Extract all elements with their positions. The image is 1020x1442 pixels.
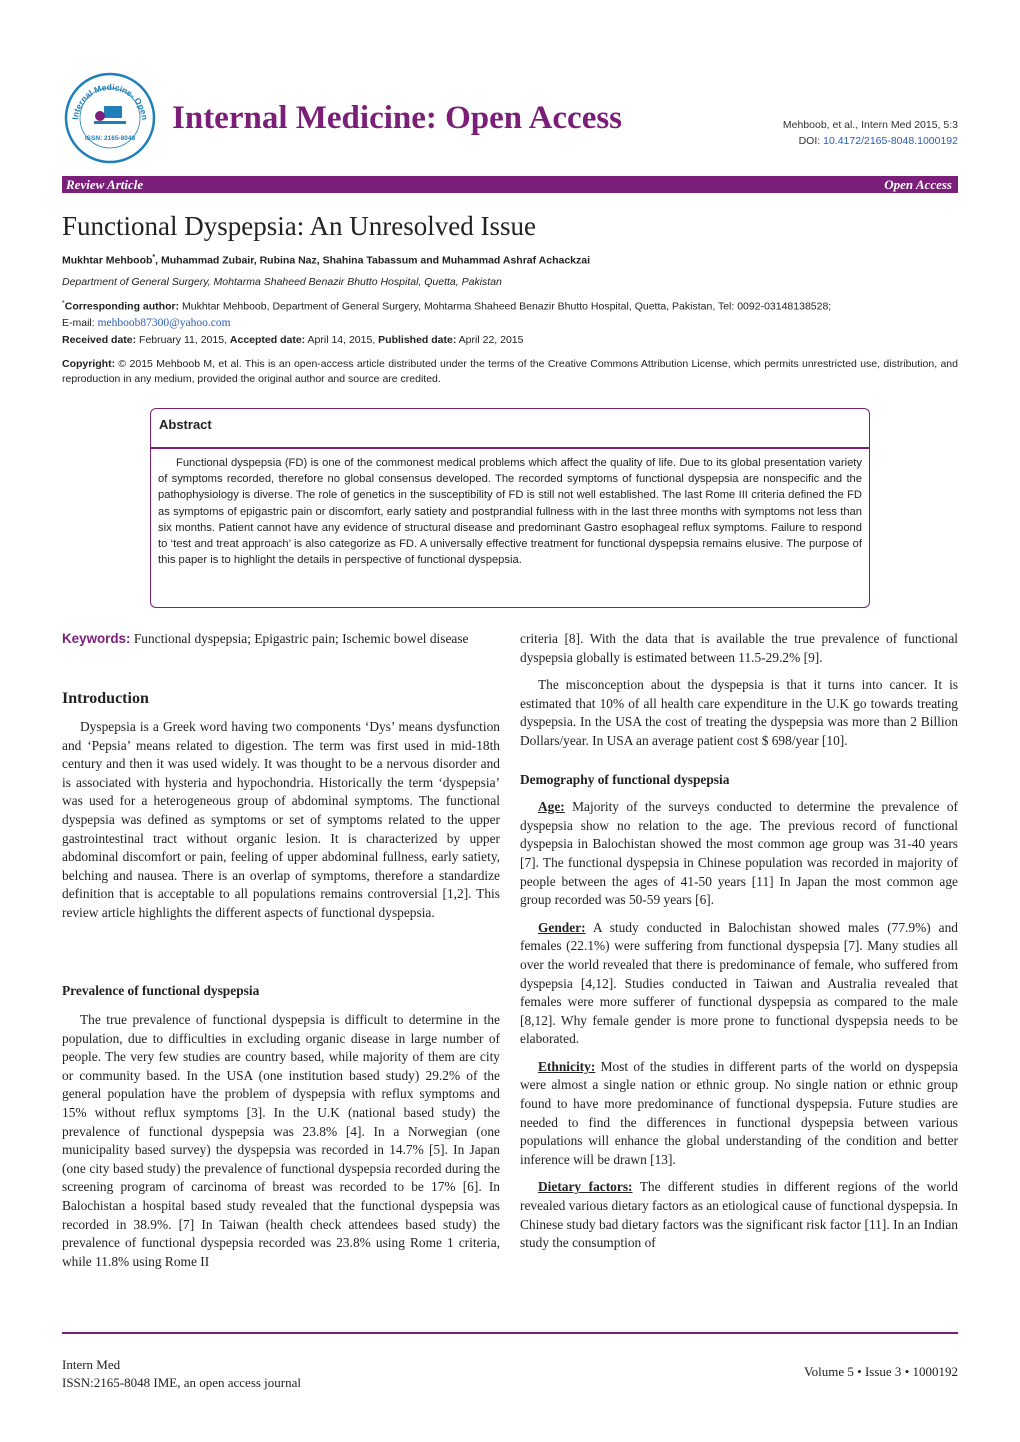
author-star: *	[152, 254, 156, 261]
footer-volume	[804, 1364, 958, 1380]
age-label: Age:	[538, 799, 565, 815]
corr-star: *	[62, 300, 65, 307]
keywords-text: Functional dyspepsia; Epigastric pain; Ischemic bowel disease	[130, 631, 469, 646]
footer-journal	[62, 1356, 301, 1392]
footer-divider	[62, 1332, 958, 1334]
dietary-paragraph	[520, 1178, 958, 1252]
copyright	[62, 357, 958, 387]
keywords	[62, 630, 500, 649]
author-first: Mukhtar Mehboob	[62, 254, 153, 267]
dietary-label: Dietary factors:	[538, 1179, 633, 1195]
footer-volume-number: Volume 5	[803, 1364, 854, 1379]
copyright-label: Copyright:	[62, 358, 116, 370]
doi	[783, 133, 958, 149]
corr-text: Mukhtar Mehboob, Department of General Surgery, Mohtarma Shaheed Benazir Bhutto Hospital, Quetta, Pakistan, Tel: 0092-03148138528;	[179, 300, 832, 313]
authors	[62, 254, 590, 267]
citation: Mehboob, et al., Intern Med 2015, 5:3	[782, 119, 958, 131]
gender-paragraph	[520, 919, 958, 1049]
footer-bullet-2: •	[904, 1364, 910, 1379]
received-label: Received date:	[62, 334, 137, 346]
received-date: February 11, 2015,	[136, 334, 230, 346]
misconception-paragraph: The misconception about the dyspepsia is that it turns into cancer. It is estimated that 10% of all health care expenditure in the U.K go towards treating dyspepsia. In the USA the cost of treating the dyspepsia was more than 2 Billion Dollars/year. In USA an average patient cost $ 698/year [10].	[520, 677, 958, 748]
citation-block	[783, 117, 958, 149]
footer-article-number: 1000192	[912, 1364, 958, 1379]
abstract-box	[150, 408, 870, 608]
published-date: April 22, 2015	[456, 334, 524, 346]
dates	[62, 334, 523, 346]
footer-bullet-1: •	[857, 1364, 862, 1379]
doi-link[interactable]: 10.4172/2165-8048.1000192	[823, 135, 958, 147]
prevalence-paragraph: The true prevalence of functional dyspepsia is difficult to determine in the population, due to difficulties in excluding organic disease in large number of people. The very few studies are country based, while majority of them are city or community based. In the USA (one institution based study) 29.2% of the general population have the problem of dyspepsia with reflux symptoms and 15% without reflux symptoms [3]. In the U.K (national based study) the prevalence of functional dyspepsia was 23.8% [4]. In a Norwegian (one municipality based survey) the dyspepsia was recorded in 14.7% [5]. In Japan (one city based study) the prevalence of functional dyspepsia recorded during the screening program of carcinoma of breast was recorded to be 17% [6]. In Balochistan a hospital based study revealed that the functional dyspepsia was recorded in 38.9%. [7] In Taiwan (health check attendees based study) the prevalence of functional dyspepsia recorded was 23.8% using Rome 1 criteria, while 11.8% using Rome II	[62, 1012, 500, 1269]
ethnicity-label: Ethnicity:	[538, 1058, 596, 1074]
gender-text: A study conducted in Balochistan showed males (77.9%) and females (22.1%) were suffering from functional dyspepsia [7]. Many studies all over the world revealed that there is predominance of female, who suffered from dyspepsia [4,12]. Studies conducted in Taiwan and Australia revealed that females were more sufferer of functional dyspepsia as compared to the male [8,12]. Why female gender is more prone to functional dyspepsia needs to be elaborated.	[520, 919, 958, 1047]
doi-label: DOI:	[798, 135, 821, 147]
right-column	[520, 630, 958, 1253]
ethnicity-paragraph	[520, 1058, 958, 1170]
logo-issn: ISSN: 2165-8048	[84, 135, 136, 142]
corr-label: Corresponding author:	[64, 300, 180, 313]
logo-arc-text: Internal Medicine- Open	[70, 81, 150, 121]
article-type: Review Article	[66, 177, 144, 192]
accepted-label: Accepted date:	[229, 334, 306, 346]
open-access-label: Open Access	[884, 177, 952, 192]
prevalence-heading: Prevalence of functional dyspepsia	[62, 983, 260, 998]
paper-title: Functional Dyspepsia: An Unresolved Issue	[62, 211, 536, 241]
abstract-heading: Abstract	[159, 417, 212, 432]
introduction-paragraph: Dyspepsia is a Greek word having two components ‘Dys’ means dysfunction and ‘Pepsia’ means related to digestion. The term was first used in mid-18th century and then it was used widely. It was thought to be a nervous disorder and is associated with hysteria and hypochondria. Historically the term ‘dyspepsia’ was used for a heterogeneous group of abdominal symptoms. The functional dyspepsia was defined as symptoms or set of symptoms related to the upper gastrointestinal tract without organic lesion. It is characterized by upper abdominal discomfort or pain, feeling of upper abdominal fullness, early satiety, belching and nausea. There is an overlap of symptoms, therefore a standardize definition that is acceptable to all populations remains controversial [1,2]. This review article highlights the different aspects of functional dyspepsia.	[62, 719, 500, 920]
dietary-text: The different studies in different regions of the world revealed various dietary factors as an etiological cause of functional dyspepsia. In Chinese study bad dietary factors was the significant risk factor [11]. In an Indian study the consumption of	[520, 1179, 959, 1251]
copyright-text: © 2015 Mehboob M, et al. This is an open-access article distributed under the terms of the Creative Commons Attribution License, which permits unrestricted use, distribution, and reproduction in any medium, provided the original author and source are credited.	[62, 358, 958, 385]
accepted-date: April 14, 2015,	[305, 334, 379, 346]
department: Department of General Surgery, Mohtarma Shaheed Benazir Bhutto Hospital, Quetta, Pakistan	[62, 276, 502, 288]
abstract-text: Functional dyspepsia (FD) is one of the commonest medical problems which affect the quality of life. Due to its global presentation variety of symptoms recorded, therefore no global consensus developed. The recorded symptoms of functional dyspepsia are nonspecific and the pathophysiology is diverse. The role of genetics in the susceptibility of FD is still not well established. The last Rome III criteria defined the FD as symptoms of epigastric pain or discomfort, early satiety and postprandial fullness with in the last three months with symptoms not less than six months. Patient cannot have any evidence of structural disease and predominant Gastro esophageal reflux symptoms. Failure to respond to ‘test and treat approach’ is also categorize as FD. A universally effective treatment for functional dyspepsia remains elusive. The purpose of this paper is to highlight the details in perspective of functional dyspepsia.	[158, 457, 862, 567]
age-text: Majority of the surveys conducted to determine the prevalence of dyspepsia show no relation to the age. The previous record of functional dyspepsia in Balochistan showed the most common age group was 31-40 years [7]. The functional dyspepsia in Chinese population was recorded in majority of people between the ages of 41-50 years [11] In Japan the most common age group recorded was 50-59 years [6].	[520, 799, 958, 908]
demography-heading: Demography of functional dyspepsia	[520, 771, 730, 787]
age-paragraph	[520, 798, 958, 910]
published-label: Published date:	[378, 334, 457, 346]
corresponding-author	[62, 296, 958, 331]
prevalence-continued: criteria [8]. With the data that is available the true prevalence of functional dyspepsia globally is estimated between 11.5-29.2% [9].	[520, 631, 958, 665]
article-type-bar	[62, 176, 958, 193]
gender-label: Gender:	[538, 919, 586, 935]
ethnicity-text: Most of the studies in different parts of the world on dyspepsia were almost a single nation or ethnic group. No single nation or ethnic group found to have more predominance of functional dyspepsia. Future studies are needed to find the differences in functional dyspepsia between various populations will enhance the global understanding of the condition and better inference will be drawn [13].	[520, 1058, 958, 1167]
email-label: E-mail:	[62, 316, 98, 329]
footer-journal-short: Intern Med	[62, 1357, 121, 1372]
journal-logo	[64, 72, 156, 164]
email-link[interactable]: mehboob87300@yahoo.com	[97, 316, 231, 329]
footer-issn: ISSN:2165-8048 IME, an open access journal	[62, 1375, 302, 1390]
prevalence-body	[62, 1011, 500, 1271]
introduction-body	[62, 718, 500, 923]
author-rest: , Muhammad Zubair, Rubina Naz, Shahina Tabassum and Muhammad Ashraf Achackzai	[155, 254, 591, 267]
abstract-divider	[151, 447, 869, 449]
keywords-label: Keywords:	[62, 631, 131, 646]
journal-title: Internal Medicine: Open Access	[172, 100, 623, 136]
introduction-heading: Introduction	[62, 690, 149, 707]
footer-issue: Issue 3	[864, 1364, 902, 1379]
